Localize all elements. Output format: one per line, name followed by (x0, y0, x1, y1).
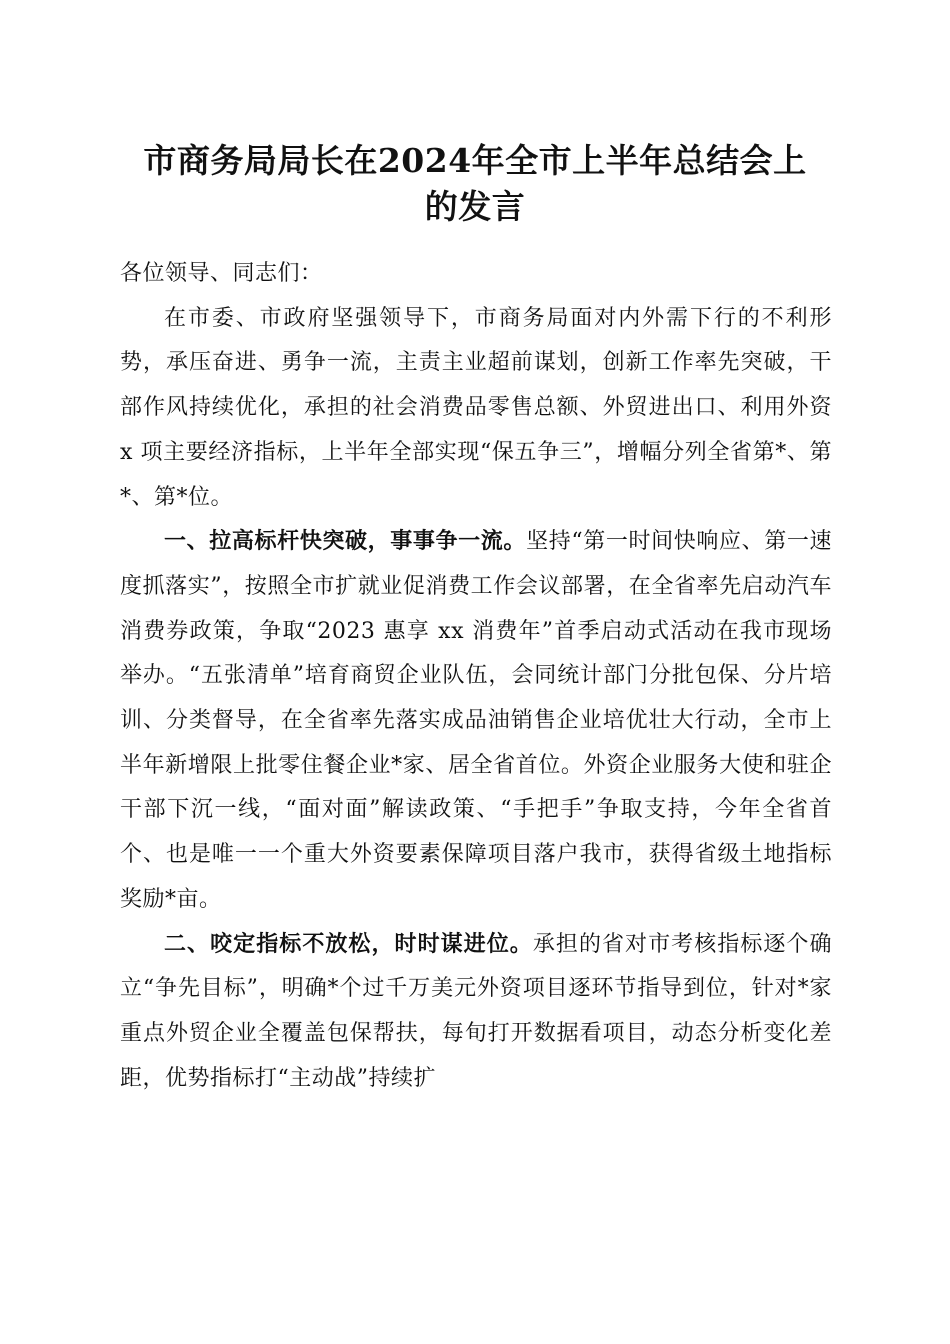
section-1-paragraph (120, 520, 832, 922)
document-title (100, 138, 850, 230)
section-2-heading: 二、咬定指标不放松，时时谋进位。 (164, 931, 533, 957)
section-2-paragraph (120, 923, 832, 1102)
title-line-2: 的发言 (424, 187, 526, 226)
salutation: 各位领导、同志们： (120, 261, 323, 286)
title-line-1: 市商务局局长在2024年全市上半年总结会上 (143, 141, 807, 180)
document-body (120, 252, 832, 1101)
section-1-heading: 一、拉高标杆快突破，事事争一流。 (164, 529, 527, 555)
section-2-text: 承担的省对市考核指标逐个确立“争先目标”，明确*个过千万美元外资项目逐环节指导到位，针对*家重点外贸企业全覆盖包保帮扶，每旬打开数据看项目，动态分析变化差距，优势指标打“主动战”持续扩 (120, 931, 832, 1091)
intro-paragraph: 在市委、市政府坚强领导下，市商务局面对内外需下行的不利形势，承压奋进、勇争一流，主责主业超前谋划，创新工作率先突破，干部作风持续优化，承担的社会消费品零售总额、外贸进出口、利用外资 x 项主要经济指标，上半年全部实现“保五争三”，增幅分列全省第*、第*、第*位。 (120, 305, 832, 510)
section-1-text: 坚持“第一时间快响应、第一速度抓落实”，按照全市扩就业促消费工作会议部署，在全省率先启动汽车消费券政策，争取“2023 惠享 xx 消费年”首季启动式活动在我市现场举办。“五张清单”培育商贸企业队伍，会同统计部门分批包保、分片培训、分类督导，在全省率先落实成品油销售企业培优壮大行动，全市上半年新增限上批零住餐企业*家、居全省首位。外资企业服务大使和驻企干部下沉一线，“面对面”解读政策、“手把手”争取支持，今年全省首个、也是唯一一个重大外资要素保障项目落户我市，获得省级土地指标奖励*亩。 (120, 529, 832, 912)
